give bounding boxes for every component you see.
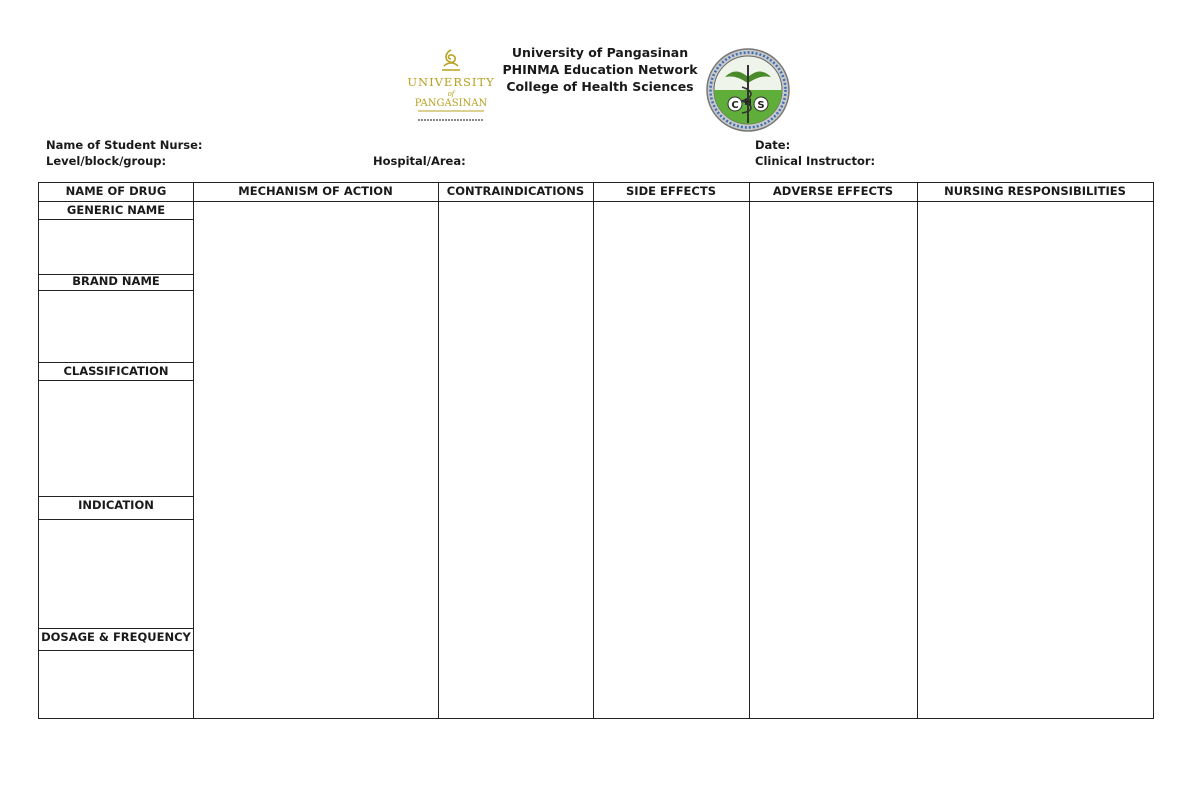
row-header-generic-name: GENERIC NAME	[66, 203, 166, 217]
logo-wordmark-pangasinan: PANGASINAN	[414, 98, 488, 109]
row-header-brand-name: BRAND NAME	[72, 274, 160, 288]
logo-wordmark-university: UNIVERSITY	[407, 75, 495, 89]
column-header-side-effects: SIDE EFFECTS	[626, 184, 716, 198]
title-line-university: University of Pangasinan	[511, 45, 689, 60]
date-label: Date:	[755, 138, 791, 152]
level-block-group-label: Level/block/group:	[46, 154, 167, 168]
mechanism-of-action-cell	[194, 202, 438, 718]
row-header-indication: INDICATION	[78, 498, 154, 512]
seal-letter-s: S	[757, 100, 765, 111]
seal-letter-c: C	[731, 100, 739, 111]
side-effects-cell	[594, 202, 749, 718]
hospital-area-label: Hospital/Area:	[373, 154, 466, 168]
brand-name-cell	[39, 291, 193, 362]
drug-study-table	[38, 182, 1154, 719]
dosage-frequency-cell	[39, 651, 193, 718]
row-header-classification: CLASSIFICATION	[63, 364, 169, 378]
column-header-mechanism-of-action: MECHANISM OF ACTION	[238, 184, 393, 198]
student-nurse-label: Name of Student Nurse:	[46, 138, 203, 152]
logo-wordmark-of: of	[447, 90, 455, 98]
row-divider	[39, 628, 193, 629]
nursing-responsibilities-cell	[918, 202, 1153, 718]
column-header-contraindications: CONTRAINDICATIONS	[446, 184, 585, 198]
column-header-adverse-effects: ADVERSE EFFECTS	[772, 184, 894, 198]
adverse-effects-cell	[750, 202, 917, 718]
contraindications-cell	[439, 202, 593, 718]
classification-cell	[39, 381, 193, 496]
generic-name-cell	[39, 220, 193, 274]
column-header-nursing-responsibilities: NURSING RESPONSIBILITIES	[944, 184, 1126, 198]
column-header-name-of-drug: NAME OF DRUG	[65, 184, 167, 198]
college-of-health-sciences-seal	[705, 47, 791, 133]
title-line-network: PHINMA Education Network	[502, 62, 698, 77]
seal-letter-h: H	[744, 98, 752, 108]
university-of-pangasinan-logo	[404, 46, 498, 130]
row-header-dosage-frequency: DOSAGE & FREQUENCY	[41, 630, 191, 644]
document-header	[0, 0, 1200, 135]
indication-cell	[39, 520, 193, 628]
institution-title	[500, 44, 700, 95]
row-divider	[39, 496, 193, 497]
clinical-instructor-label: Clinical Instructor:	[755, 154, 876, 168]
title-line-college: College of Health Sciences	[506, 79, 694, 94]
row-divider	[39, 362, 193, 363]
